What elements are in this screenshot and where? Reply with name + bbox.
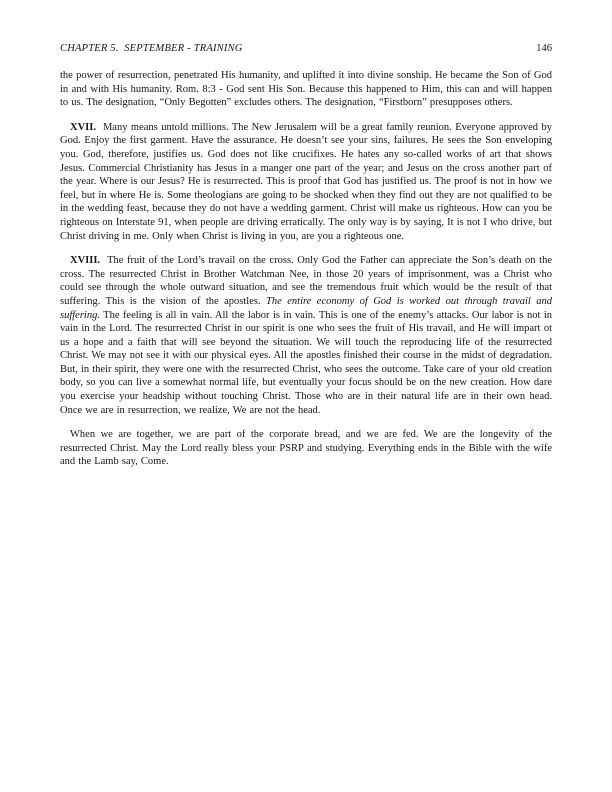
page-body (60, 69, 552, 469)
section-18-text-before: The fruit of the Lord’s travail on the cross. Only God the Father can appreciate the Son’s death on the cross. The resurrected Christ in Brother Watchman Nee, in those 20 years of imprisonment, was a Christ who could see through the whole outward situation, and see the tremendous fruit which would be the result of that suffering. This is the vision of the apostles. (60, 255, 552, 307)
closing-paragraph-text: When we are together, we are part of the corporate bread, and we are fed. We are the longevity of the resurrected Christ. May the Lord really bless your PSRP and studying. Everything ends in the Bible with the wife and the Lamb say, Come. (60, 429, 552, 468)
paragraph-section-18 (60, 254, 552, 417)
page-number: 146 (536, 43, 552, 54)
chapter-running-head: CHAPTER 5. SEPTEMBER - TRAINING (60, 43, 243, 54)
text-column (60, 43, 552, 480)
paragraph-continuation (60, 69, 552, 110)
section-17-text: Many means untold millions. The New Jerusalem will be a great family reunion. Everyone approved by God. Enjoy the first garment. Have the assurance. He doesn’t see your sins, failures. He sees the Son enveloping you. God, therefore, justifies us. God does not like crucifixes. He hates any so-called works of art that shows Jesus. Commercial Christianity has Jesus in a manger one part of the year; and Jesus on the cross another part of the year. Where is our Jesus? He is resurrected. This is proof that God has justified us. The proof is not in how we feel, but in where He is. Some theologians are going to be shocked when they find out they are not qualified to be in the wedding feast, because they do not have a wedding garment. Christ will make us righteous. How can you be righteous on Interstate 91, when people are driving erratically. The only way is by saying, It is not I who drive, but Christ driving in me. Only when Christ is living in you, are you a righteous one. (60, 121, 552, 242)
paragraph-closing (60, 428, 552, 469)
section-label-xvii: XVII. (70, 121, 96, 133)
section-18-text-after: The feeling is all in vain. All the labor is in vain. This is one of the enemy’s attacks. Our labor is not in vain in the Lord. The resurrected Christ in our spirit is one who sees the fruit of His travail, and He will impart ot us a hope and a faith that will see beyond the situation. We will touch the reproducing life of the resurrected Christ. We may not see it with our physical eyes. All the apostles finished their course in the midst of degradation. But, in their spirit, they were one with the resurrected Christ, who sees the outcome. Take care of your old creation body, so you can live a somewhat normal life, but eventually your focus should be on the new creation. How dare you exercise your headship without touching Christ. Those who are in their natural life are in their own head. Once we are in resurrection, we realize, We are not the head. (60, 309, 552, 416)
section-label-xviii: XVIII. (70, 255, 101, 267)
running-header (60, 43, 552, 54)
paragraph-continuation-text: the power of resurrection, penetrated His humanity, and uplifted it into divine sonship. He became the Son of God in and with His humanity. Rom. 8:3 - God sent His Son. Because this happened to Him, this can and will happen to us. The designation, “Only Begotten” excludes others. The designation, “Firstborn” presupposes others. (60, 70, 552, 109)
paragraph-section-17 (60, 121, 552, 243)
section-18-italic-phrase: The entire economy of God is worked out through travail and suffering. (60, 295, 552, 321)
